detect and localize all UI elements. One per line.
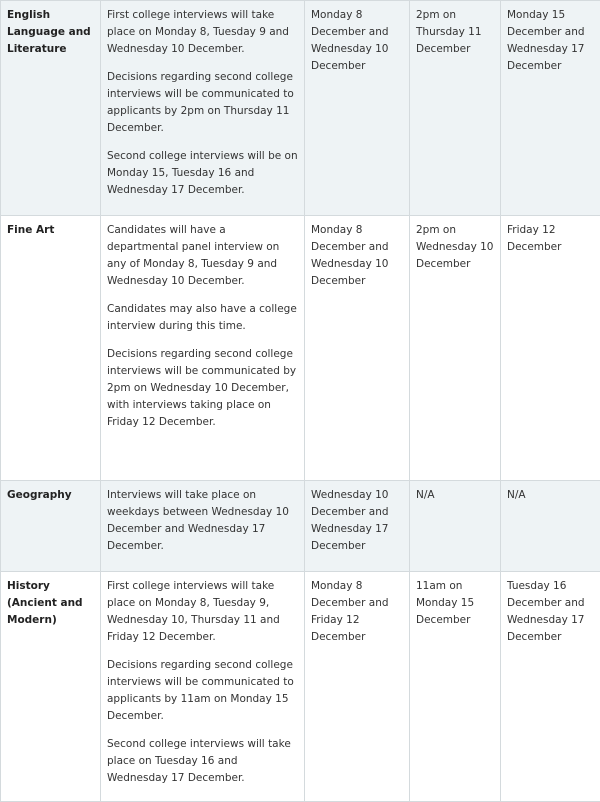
details-cell — [101, 572, 305, 802]
detail-paragraph: Second college interviews will take place on Tuesday 16 and Wednesday 17 December. — [107, 736, 298, 787]
details-cell — [101, 216, 305, 481]
decision-cell: 2pm on Wednesday 10 December — [410, 216, 501, 481]
decision-cell: N/A — [410, 481, 501, 572]
subject-cell: History (Ancient and Modern) — [1, 572, 101, 802]
detail-paragraph: First college interviews will take place on Monday 8, Tuesday 9, Wednesday 10, Thursday 11 and Friday 12 December. — [107, 578, 298, 646]
second-interviews-cell: Monday 15 December and Wednesday 17 December — [501, 1, 600, 216]
detail-paragraph: Interviews will take place on weekdays between Wednesday 10 December and Wednesday 17 December. — [107, 487, 298, 555]
first-interviews-cell: Monday 8 December and Friday 12 December — [305, 572, 410, 802]
table-row — [1, 216, 600, 481]
first-interviews-cell: Monday 8 December and Wednesday 10 December — [305, 1, 410, 216]
details-cell — [101, 481, 305, 572]
second-interviews-cell: Tuesday 16 December and Wednesday 17 December — [501, 572, 600, 802]
subject-cell: Geography — [1, 481, 101, 572]
table-row — [1, 572, 600, 802]
detail-paragraph: Decisions regarding second college interviews will be communicated to applicants by 11am on Monday 15 December. — [107, 657, 298, 725]
decision-cell: 2pm on Thursday 11 December — [410, 1, 501, 216]
decision-cell: 11am on Monday 15 December — [410, 572, 501, 802]
detail-paragraph: First college interviews will take place on Monday 8, Tuesday 9 and Wednesday 10 December. — [107, 7, 298, 58]
subject-cell: English Language and Literature — [1, 1, 101, 216]
detail-paragraph: Second college interviews will be on Monday 15, Tuesday 16 and Wednesday 17 December. — [107, 148, 298, 199]
table-row — [1, 481, 600, 572]
detail-paragraph: Decisions regarding second college interviews will be communicated to applicants by 2pm on Thursday 11 December. — [107, 69, 298, 137]
subject-cell: Fine Art — [1, 216, 101, 481]
second-interviews-cell: Friday 12 December — [501, 216, 600, 481]
first-interviews-cell: Wednesday 10 December and Wednesday 17 December — [305, 481, 410, 572]
detail-paragraph: Candidates may also have a college interview during this time. — [107, 301, 298, 335]
detail-paragraph: Decisions regarding second college interviews will be communicated by 2pm on Wednesday 10 December, with interviews taking place on Friday 12 December. — [107, 346, 298, 431]
detail-paragraph: Candidates will have a departmental panel interview on any of Monday 8, Tuesday 9 and Wednesday 10 December. — [107, 222, 298, 290]
table-row — [1, 1, 600, 216]
first-interviews-cell: Monday 8 December and Wednesday 10 December — [305, 216, 410, 481]
second-interviews-cell: N/A — [501, 481, 600, 572]
details-cell — [101, 1, 305, 216]
